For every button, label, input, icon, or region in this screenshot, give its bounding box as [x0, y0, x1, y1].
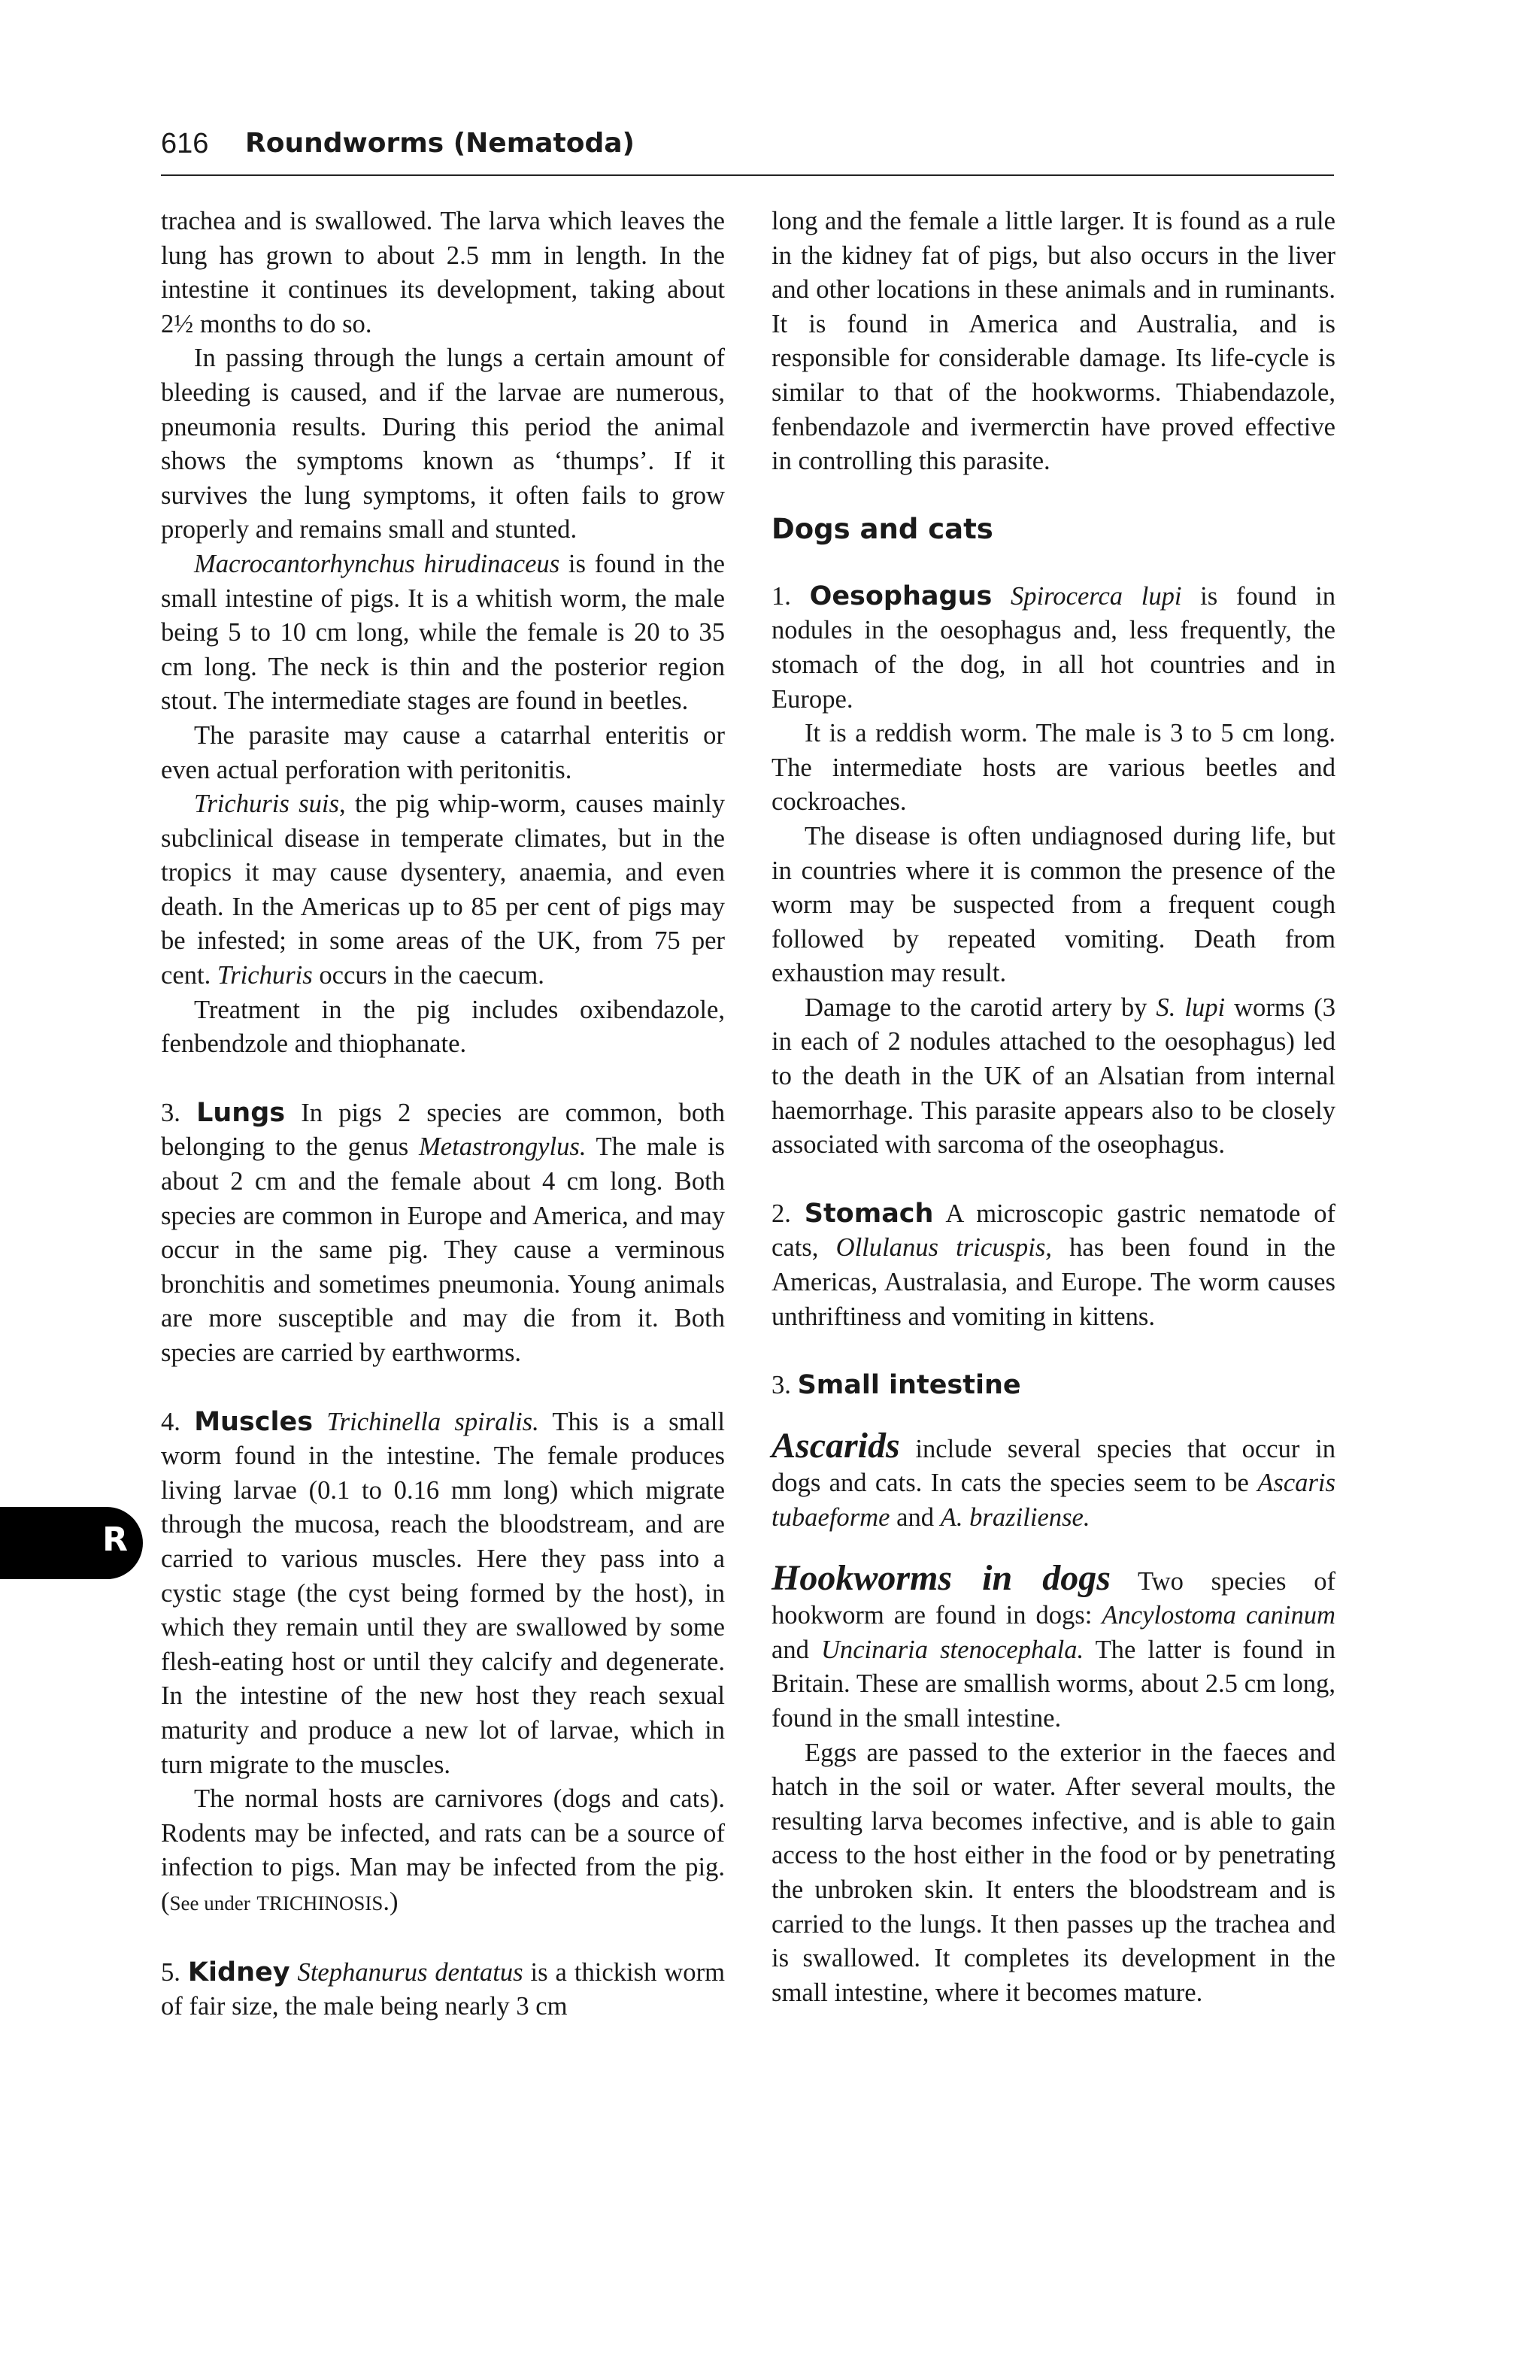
- running-header: [161, 125, 1334, 176]
- species-name: Uncinaria stenocephala.: [820, 1635, 1084, 1664]
- species-name: Stephanurus dentatus: [290, 1957, 523, 1987]
- cross-reference: TRICHINOSIS: [256, 1891, 383, 1915]
- page-number: 616: [161, 128, 209, 159]
- species-name: Metastrongylus.: [418, 1132, 587, 1162]
- section-muscles: 4. Muscles Trichinella spiralis. This is a small worm found in the intestine. The female produces living larvae (0.1 to 0.16 mm long) which migrate through the mucosa, reach the bloodstream, and are carried to various muscles. Here they pass into a cystic stage (the cyst being formed by the host), in which they remain until they are swallowed by some flesh-eating host or until they calcify and degenerate. In the intestine of the new host they reach sexual maturity and produce a new lot of larvae, which in turn migrate to the muscles.: [161, 1406, 725, 1779]
- paragraph: Treatment in the pig includes oxibendazole, fenbendzole and thiophanate.: [161, 995, 725, 1059]
- subheading: Dogs and cats: [772, 512, 993, 545]
- paragraph: trachea and is swallowed. The larva which leaves the lung has grown to about 2.5 mm in length. In the intestine it continues its development, taking about 2½ months to do so.: [161, 207, 725, 338]
- paragraph: It is a reddish worm. The male is 3 to 5 cm long. The intermediate hosts are various beetles and cockroaches.: [772, 719, 1335, 817]
- paragraph: Trichuris suis, the pig whip-worm, causes mainly subclinical disease in temperate climates, but in the tropics it may cause dysentery, anaemia, and even death. In the Americas up to 85 per cent of pigs may be infested; in some areas of the UK, from 75 per cent. Trichuris occurs in the caecum.: [161, 790, 725, 990]
- section-stomach: 2. Stomach A microscopic gastric nematode of cats, Ollulanus tricuspis, has been found in the Americas, Australasia, and Europe. The worm causes unthriftiness and vomiting in kittens.: [772, 1198, 1335, 1331]
- species-name: A. braziliense.: [940, 1503, 1090, 1532]
- section-oesophagus: 1. Oesophagus Spirocerca lupi is found in nodules in the oesophagus and, less frequently, the stomach of the dog, in all hot countries and in Europe.: [772, 581, 1336, 714]
- run-in-heading: Hookworms in dogs: [772, 1557, 1111, 1598]
- thumb-index-letter: R: [102, 1520, 128, 1559]
- paragraph: The disease is often undiagnosed during life, but in countries where it is common the presence of the worm may be suspected from a frequent cough followed by repeated vomiting. Death from exhaustion may result.: [772, 821, 1335, 988]
- thumb-index-tab: [0, 1507, 143, 1579]
- section-keyword: Lungs: [196, 1097, 286, 1128]
- paragraph: The normal hosts are carnivores (dogs and cats). Rodents may be infected, and rats can be a source of infection to pigs. Man may be infected from the pig. (See under TRICHINOSIS.): [161, 1784, 725, 1916]
- species-name: Ancylostoma caninum: [1102, 1601, 1335, 1630]
- paragraph-hookworms: Hookworms in dogs Two species of hookworm are found in dogs: Ancylostoma caninum and Uncinaria stenocephala. The latter is found in Britain. These are smallish worms, about 2.5 cm long, found in the small intestine.: [772, 1557, 1335, 1733]
- species-name: Trichuris: [217, 961, 313, 990]
- paragraph: In passing through the lungs a certain amount of bleeding is caused, and if the larvae are numerous, pneumonia results. During this period the animal shows the symptoms known as ‘thumps’. If it survives the lung symptoms, it often fails to grow properly and remains small and stunted.: [161, 344, 725, 544]
- paragraph: Macrocantorhynchus hirudinaceus is found in the small intestine of pigs. It is a whitish worm, the male being 5 to 10 cm long, while the female is 20 to 35 cm long. The neck is thin and the posterior region stout. The intermediate stages are found in beetles.: [161, 549, 725, 716]
- species-name: S. lupi: [1156, 993, 1226, 1022]
- paragraph-ascarids: Ascarids include several species that occur in dogs and cats. In cats the species seem to be Ascaris tubaeforme and A. braziliense.: [772, 1425, 1335, 1532]
- section-kidney: 5. Kidney Stephanurus dentatus is a thickish worm of fair size, the male being nearly 3 cm: [161, 1957, 725, 2021]
- section-keyword: Kidney: [187, 1957, 290, 1987]
- species-name: Trichuris suis: [194, 790, 339, 819]
- species-name: Ascaris tubaeforme: [772, 1469, 1335, 1532]
- paragraph: Eggs are passed to the exterior in the faeces and hatch in the soil or water. After several moults, the resulting larva becomes infective, and is able to gain access to the host either in the food or by penetrating the unbroken skin. It enters the bloodstream and is carried to the lungs. It then passes up the trachea and is swallowed. It completes its development in the small intestine, where it becomes mature.: [772, 1738, 1335, 2007]
- right-column: [772, 205, 1335, 2010]
- section-keyword: Muscles: [194, 1406, 314, 1437]
- section-small-intestine: 3. Small intestine: [772, 1370, 1021, 1401]
- species-name: Ollulanus tricuspis,: [835, 1233, 1052, 1263]
- section-keyword: Stomach: [804, 1198, 934, 1229]
- species-name: Trichinella spiralis.: [313, 1407, 539, 1436]
- species-name: Macrocantorhynchus hirudinaceus: [194, 549, 560, 578]
- section-keyword: Oesophagus: [809, 581, 993, 611]
- left-column: [161, 205, 725, 2024]
- paragraph: The parasite may cause a catarrhal enteritis or even actual perforation with peritonitis.: [161, 720, 725, 784]
- paragraph: long and the female a little larger. It is found as a rule in the kidney fat of pigs, but also occurs in the liver and other locations in these animals and in ruminants. It is found in America and Australia, and is responsible for considerable damage. Its life-cycle is similar to that of the hookworms. Thiabendazole, fenbendazole and ivermerctin have proved effective in controlling this parasite.: [772, 207, 1335, 476]
- paragraph: Damage to the carotid artery by S. lupi worms (3 in each of 2 nodules attached to the oesophagus) led to the death in the UK of an Alsatian from internal haemorrhage. This parasite appears also to be closely associated with sarcoma of the oseophagus.: [772, 993, 1335, 1160]
- run-in-heading: Ascarids: [772, 1425, 900, 1466]
- running-title: Roundworms (Nematoda): [245, 128, 635, 159]
- species-name: Spirocerca lupi: [992, 581, 1182, 611]
- section-keyword: Small intestine: [797, 1370, 1021, 1401]
- section-lungs: 3. Lungs In pigs 2 species are common, both belonging to the genus Metastrongylus. The male is about 2 cm and the female about 4 cm long. Both species are common in Europe and America, and may occur in the same pig. They cause a verminous bronchitis and sometimes pneumonia. Young animals are more susceptible and may die from it. Both species are carried by earthworms.: [161, 1097, 726, 1367]
